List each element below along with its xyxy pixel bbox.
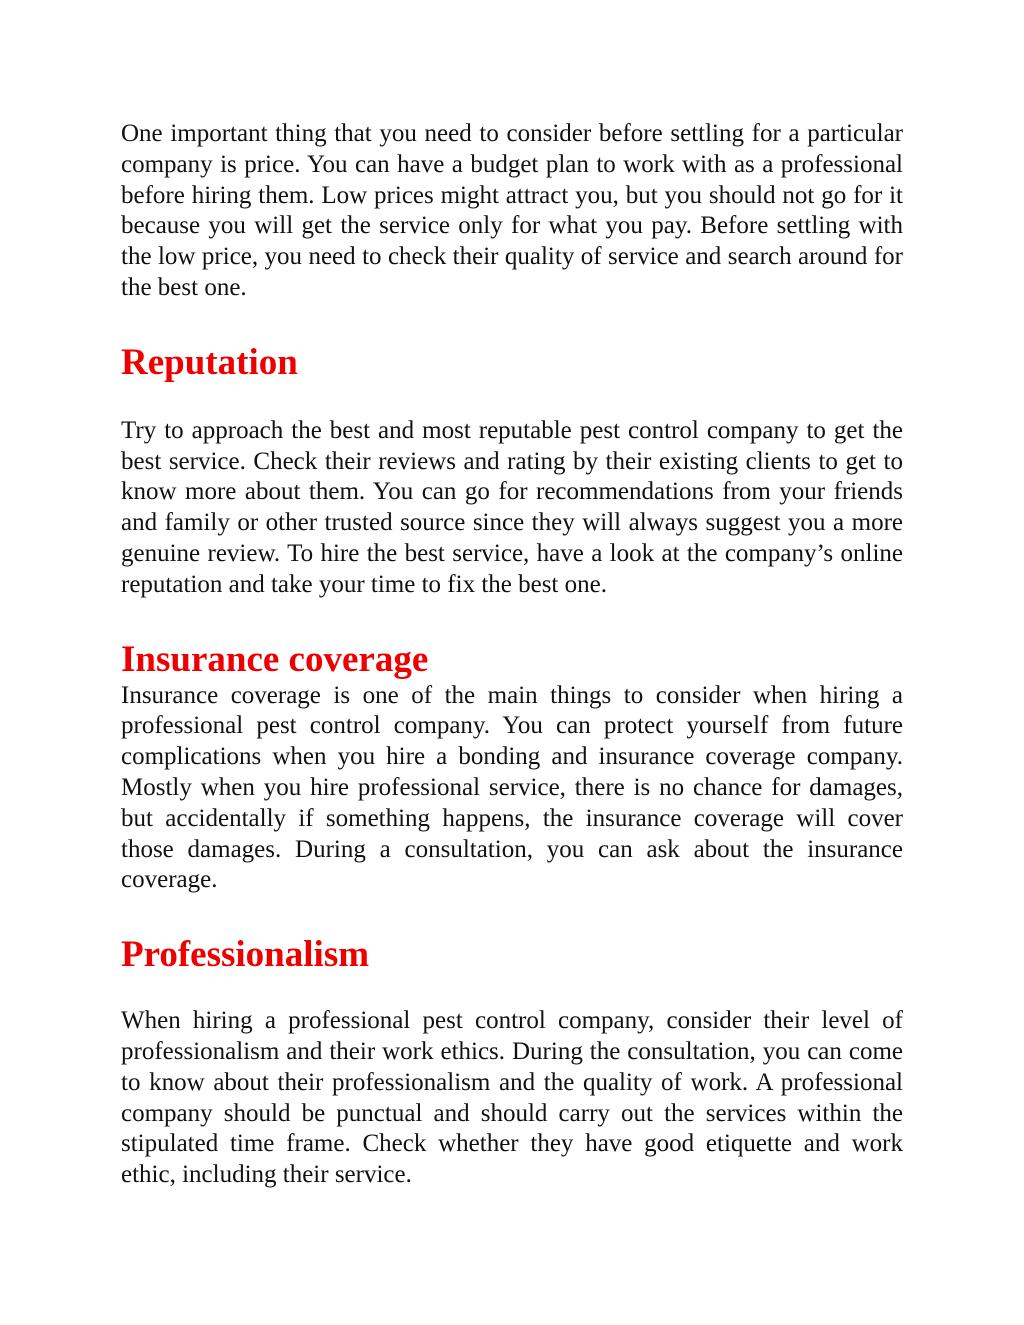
price-paragraph: One important thing that you need to consider before settling for a particular company is price. You can have a budget plan to work with as a professional before hiring them. Low prices might attract you, but you should not go for it because you will get the service only for what you pay. Before settling with the low price, you need to check their quality of service and search around for the best one. [121, 120, 903, 301]
reputation-heading: Reputation [121, 341, 298, 383]
professionalism-heading: Professionalism [121, 934, 370, 976]
reputation-paragraph: Try to approach the best and most reputable pest control company to get the best service. Check their reviews and rating by their existing clients to get to know more about them. You can go for recommendations from your friends and family or other trusted source since they will always suggest you a more genuine review. To hire the best service, have a look at the company’s online reputation and take your time to fix the best one. [121, 416, 903, 598]
insurance-coverage-heading: Insurance coverage [121, 638, 429, 680]
professionalism-paragraph: When hiring a professional pest control company, consider their level of professionalism and their work ethics. During the consultation, you can come to know about their professionalism and the quality of work. A professional company should be punctual and should carry out the services within the stipulated time frame. Check whether they have good etiquette and work ethic, including their service. [121, 1007, 903, 1189]
insurance-coverage-paragraph: Insurance coverage is one of the main things to consider when hiring a professional pest control company. You can protect yourself from future complications when you hire a bonding and insurance coverage company. Mostly when you hire professional service, there is no chance for damages, but accidentally if something happens, the insurance coverage will cover those damages. During a consultation, you can ask about the insurance coverage. [121, 681, 903, 894]
document-page [121, 119, 903, 1191]
